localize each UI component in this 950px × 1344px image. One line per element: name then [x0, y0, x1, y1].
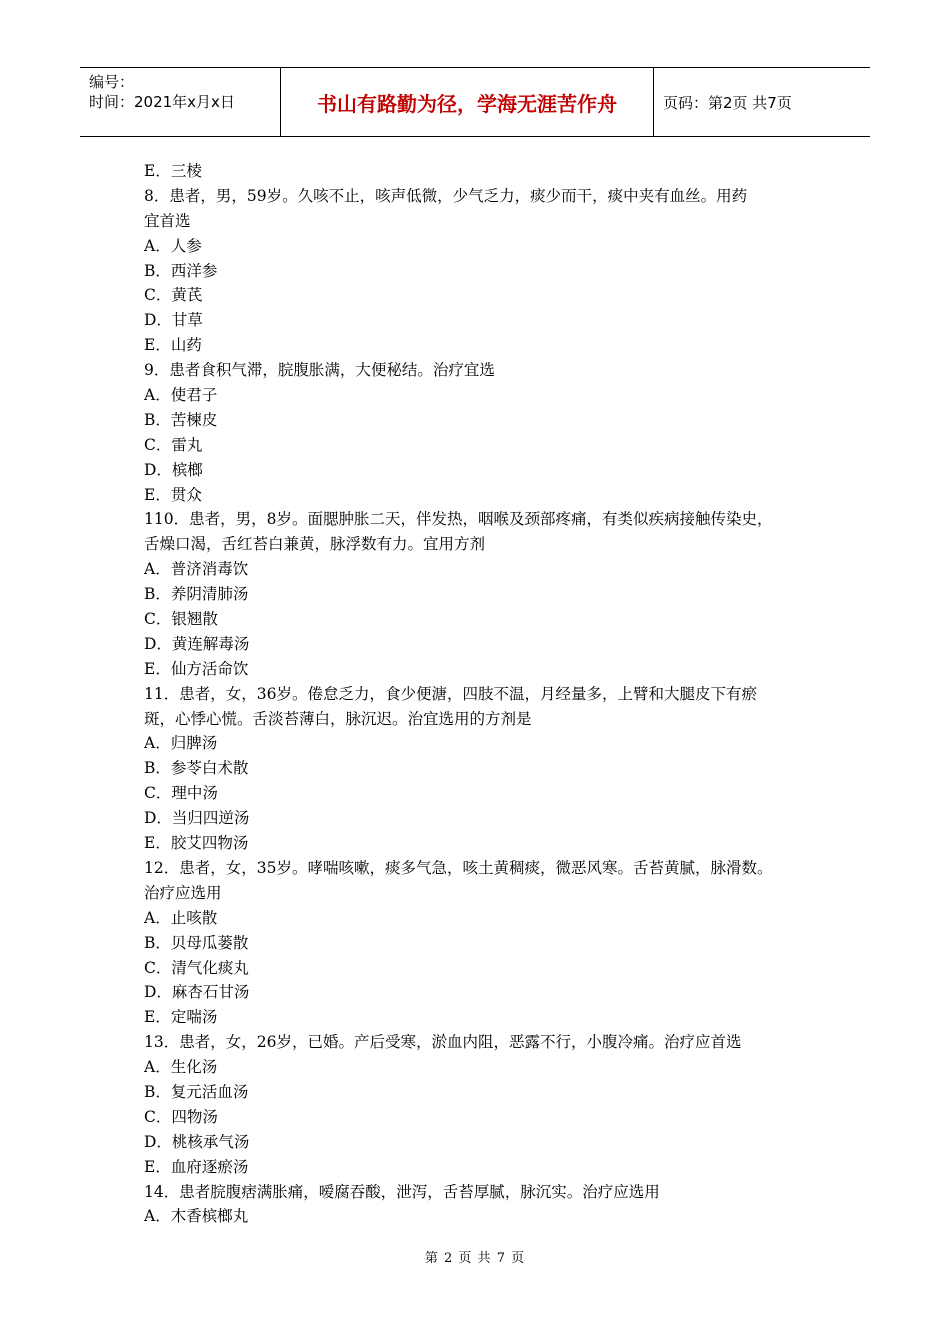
text-line: 12．患者，女，35岁。哮喘咳嗽，痰多气急，咳土黄稠痰，微恶风寒。舌苔黄腻，脉滑数。	[144, 858, 773, 877]
page-header	[80, 67, 870, 137]
text-line: 13．患者，女，26岁，已婚。产后受寒，淤血内阻，恶露不行，小腹冷痛。治疗应首选	[144, 1033, 742, 1052]
page-code-text: 页码：第2页 共7页	[663, 93, 792, 112]
text-line: B．贝母瓜蒌散	[144, 933, 249, 952]
text-line: 舌燥口渴，舌红苔白兼黄，脉浮数有力。宜用方剂	[144, 535, 486, 554]
text-line: A．人参	[144, 236, 202, 255]
text-line: D．黄连解毒汤	[144, 634, 250, 653]
page-footer: 第 2 页 共 7 页	[424, 1251, 526, 1266]
text-line: C．理中汤	[144, 784, 218, 803]
header-meta	[80, 68, 281, 136]
text-line: 治疗应选用	[144, 883, 222, 902]
doc-time-label: 时间：2021年x月x日	[89, 93, 235, 111]
text-line: 110．患者，男，8岁。面腮肿胀二天，伴发热，咽喉及颈部疼痛，有类似疾病接触传染史，	[144, 510, 773, 529]
text-line: C．雷丸	[144, 435, 203, 454]
text-line: 11．患者，女，36岁。倦怠乏力，食少便溏，四肢不温，月经量多，上臂和大腿皮下有瘀	[144, 684, 757, 703]
text-line: 斑，心悸心慌。舌淡苔薄白，脉沉迟。治宜选用的方剂是	[144, 709, 532, 728]
question-body	[144, 159, 834, 1229]
text-line: D．麻杏石甘汤	[144, 983, 250, 1002]
text-line: E．胶艾四物汤	[144, 834, 249, 853]
text-line: A．使君子	[144, 386, 218, 405]
text-line: 9．患者食积气滞，脘腹胀满，大便秘结。治疗宜选	[144, 361, 495, 380]
text-line: 宜首选	[144, 211, 191, 230]
text-line: E．山药	[144, 336, 202, 355]
text-line: B．复元活血汤	[144, 1082, 249, 1101]
text-line: D．甘草	[144, 311, 203, 330]
text-line: C．黄芪	[144, 286, 203, 305]
text-line: E．三棱	[144, 162, 202, 180]
text-line: B．参苓白术散	[144, 759, 249, 778]
text-line: D．当归四逆汤	[144, 809, 250, 828]
text-line: D．桃核承气汤	[144, 1132, 250, 1151]
text-line: C．清气化痰丸	[144, 958, 249, 977]
text-line: A．普济消毒饮	[144, 560, 249, 579]
text-line: 14．患者脘腹痞满胀痛，嗳腐吞酸，泄泻，舌苔厚腻，脉沉实。治疗应选用	[144, 1182, 660, 1201]
text-line: E．定喘汤	[144, 1008, 218, 1027]
text-line: A．归脾汤	[144, 734, 218, 753]
text-line: B．苦楝皮	[144, 410, 218, 429]
text-line: C．四物汤	[144, 1107, 218, 1126]
text-line: B．西洋参	[144, 261, 218, 280]
motto-text: 书山有路勤为径，学海无涯苦作舟	[317, 91, 617, 116]
text-line: E．血府逐瘀汤	[144, 1157, 249, 1176]
text-line: C．银翘散	[144, 610, 218, 629]
header-page-code	[654, 68, 870, 136]
header-motto	[281, 68, 654, 136]
text-line: E．仙方活命饮	[144, 659, 249, 678]
text-line: E．贯众	[144, 485, 202, 504]
text-line: B．养阴清肺汤	[144, 585, 249, 604]
text-line: A．止咳散	[144, 908, 218, 927]
doc-number-label: 编号：	[89, 73, 135, 91]
text-line: A．生化汤	[144, 1058, 218, 1077]
text-line: A．木香槟榔丸	[144, 1207, 249, 1226]
text-line: D．槟榔	[144, 460, 203, 479]
text-line: 8．患者，男，59岁。久咳不止，咳声低微，少气乏力，痰少而干，痰中夹有血丝。用药	[144, 186, 748, 205]
